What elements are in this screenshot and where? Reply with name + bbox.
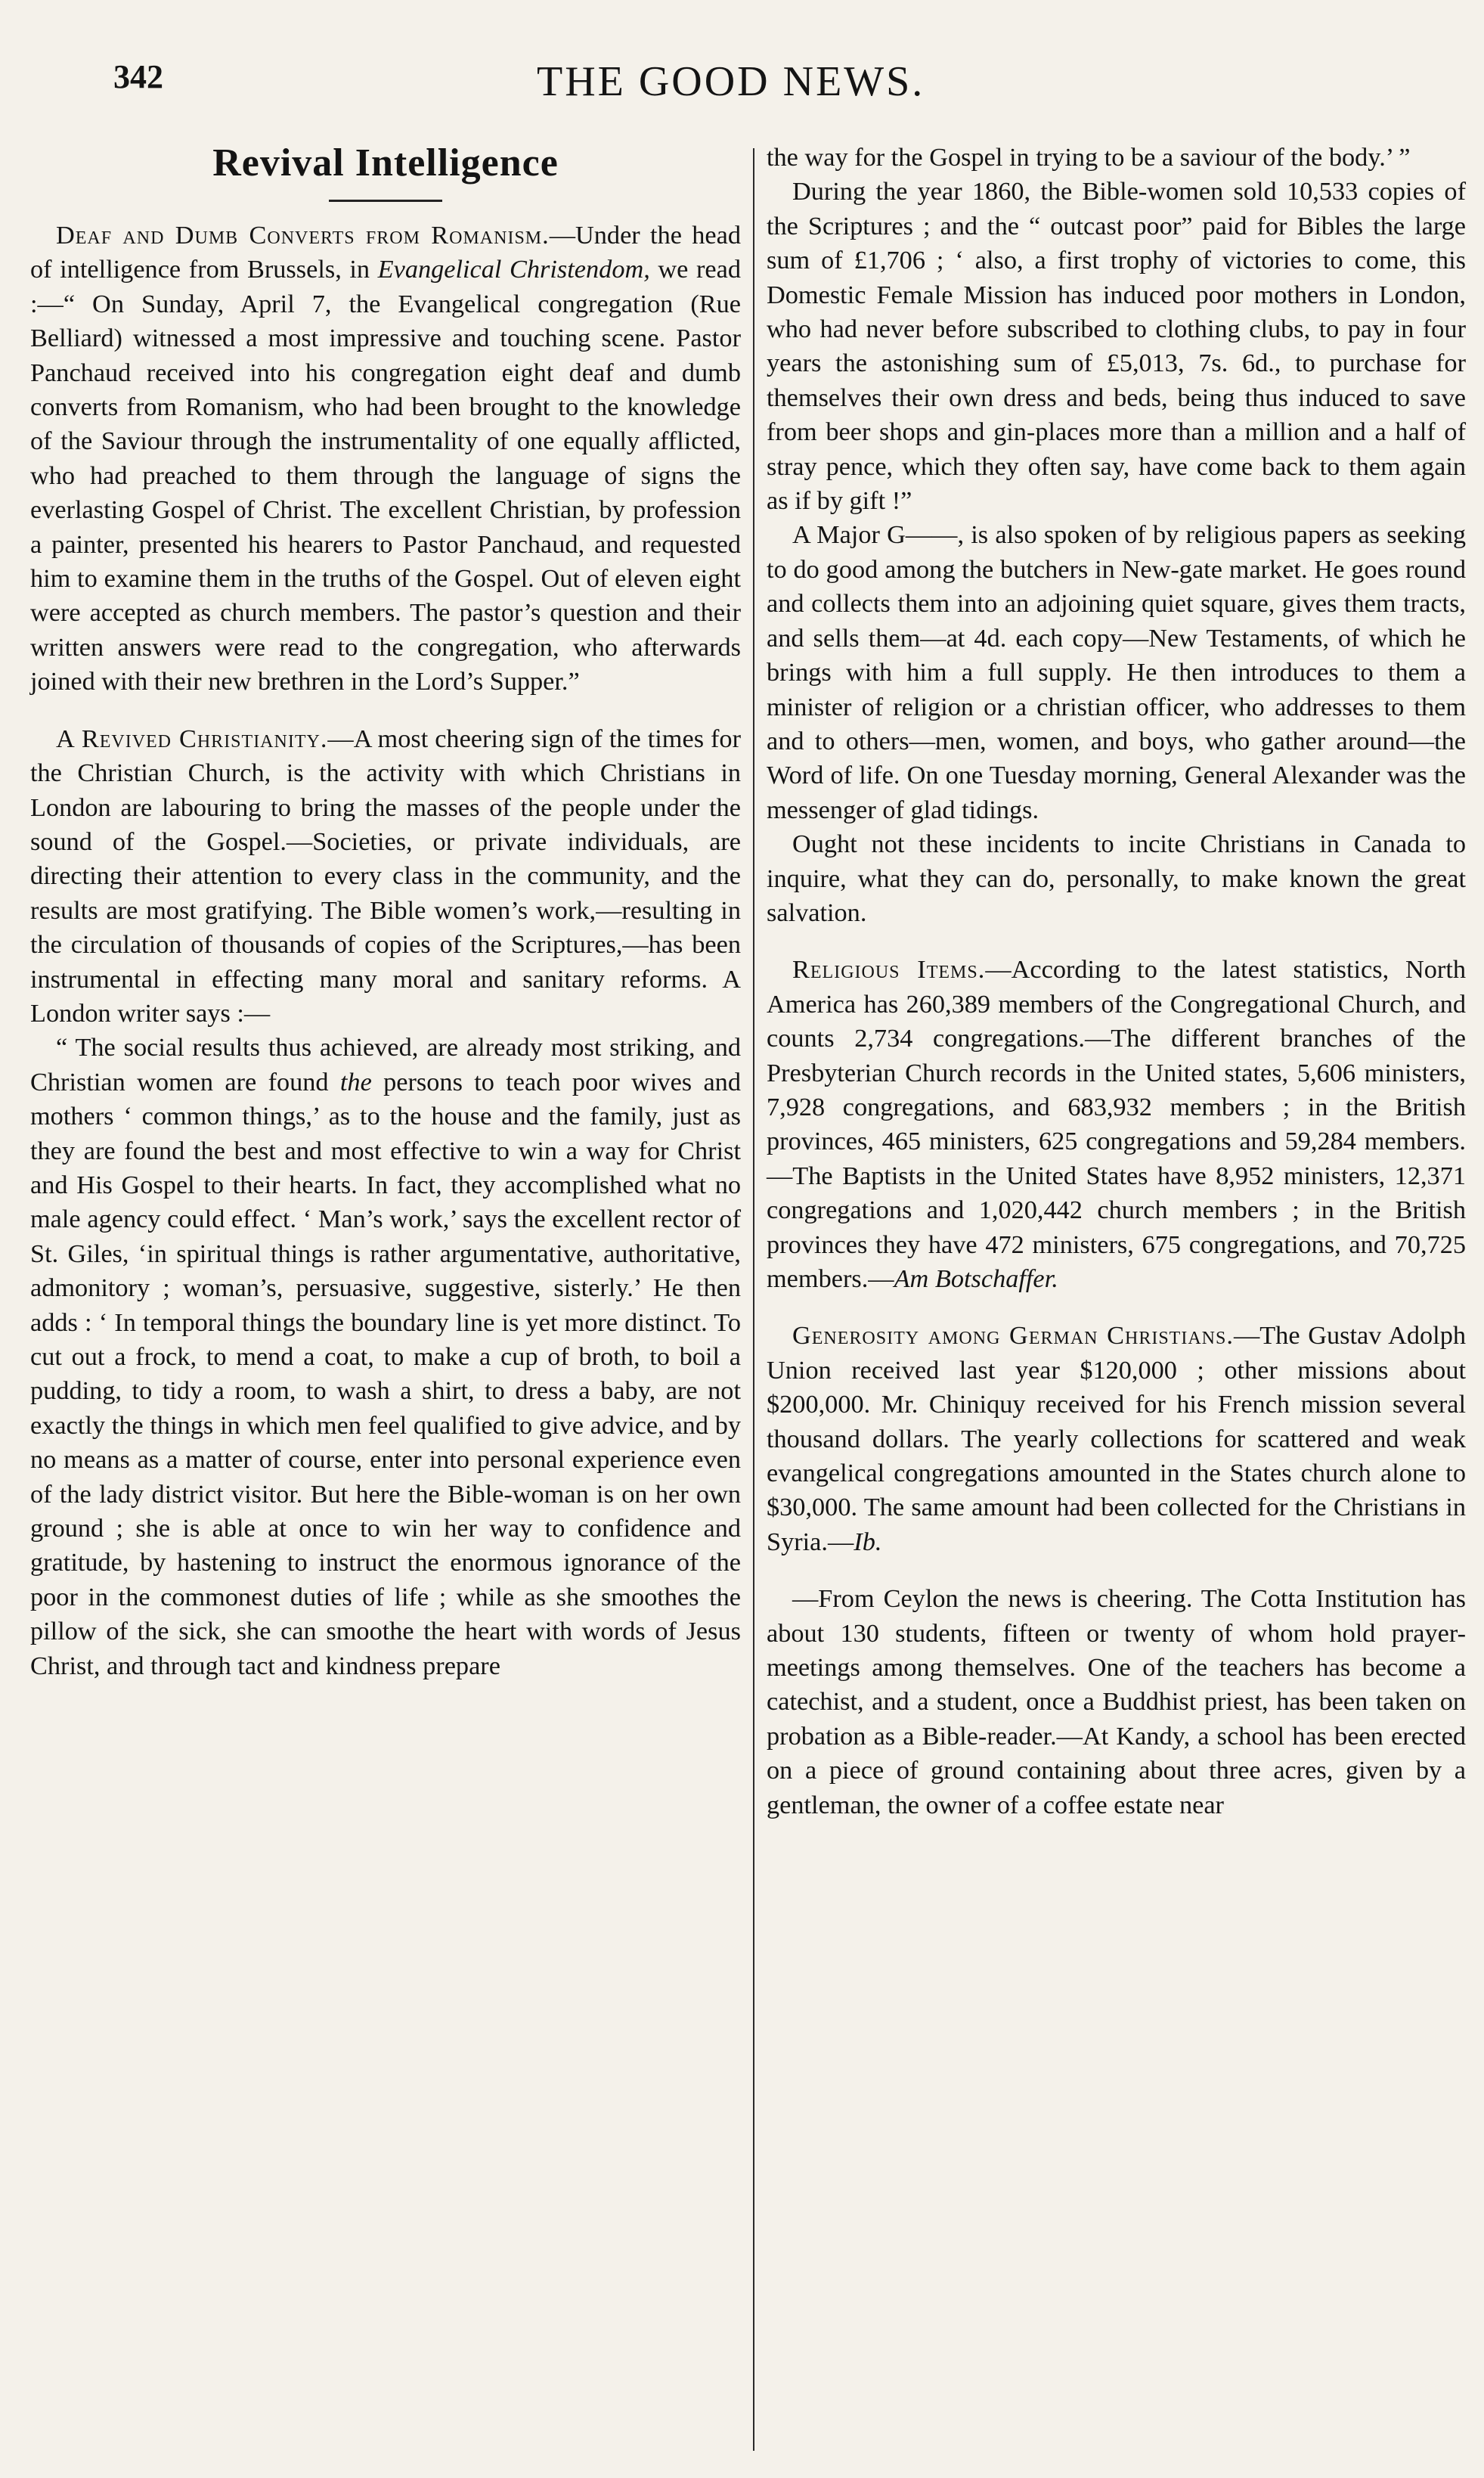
quoted-passage <box>30 1031 741 1683</box>
paragraph-major-g: A Major G——, is also spoken of by religious papers as seeking to do good among the butchers in New-gate market. He goes round and collects them into an adjoining quiet square, gives them tracts, and sells them—at 4d. each copy—New Testaments, of which he brings with him a full supply. He then introduces to them a minister of religion or a christian officer, who addresses to them and to others—men, women, and boys, who gather around—the Word of life. On one Tuesday morning, General Alexander was the messenger of glad tidings. <box>767 520 1466 824</box>
source-citation: Ib. <box>854 1527 882 1556</box>
article-text: —The Gustav Adolph Union received last year $120,000 ; other missions about $200,000. Mr. Chiniquy received for his French mission several thousand dollars. The yearly collections for scattered and weak evangelical congregations amounted in the States church alone to $30,000. The same amount had been collected for the Christians in Syria.— <box>767 1321 1467 1556</box>
source-citation: Am Botschaffer. <box>894 1264 1058 1293</box>
article-text: —A most cheering sign of the times for the Christian Church, is the activity with which Christians in London are labouring to bring the masses of the people under the sound of the Gospel.—Societies, or private individuals, are directing their attention to every class in the community, and the results are most gratifying. The Bible women’s work,—resulting in the circulation of thousands of copies of the Scriptures,—has been instrumental in effecting many moral and sanitary reforms. A London writer says :— <box>30 724 741 1028</box>
title-rule <box>329 200 442 202</box>
article-heading: A Revived Christianity. <box>56 724 328 753</box>
article-text: persons to teach poor wives and mothers ‘ common things,’ as to the house and the family, just as they are found the best and most effective to win a way for Christ and His Gospel to their hearts. In fact, they accomplished what no male agency could effect. ‘ Man’s work,’ says the excellent rector of St. Giles, ‘in spiritual things is rather argumentative, authoritative, admonitory ; woman’s, persuasive, suggestive, sisterly.’ He then adds : ‘ In temporal things the boundary line is yet more distinct. To cut out a frock, to mend a coat, to make a cup of broth, to boil a pudding, to tidy a room, to wash a shirt, to dress a baby, are not exactly the things in which men feel qualified to give advice, and by no means as a matter of course, enter into personal experience even of the lady district visitor. But here the Bible-woman is on her own ground ; she is able at once to win her way to confidence and gratitude, by hastening to instruct the enormous ignorance of the poor in the commonest duties of life ; while as she smoothes the pillow of the sick, she can smoothe the heart with words of Jesus Christ, and through tact and kindness prepare <box>30 1067 741 1680</box>
article-religious-items <box>767 953 1466 1296</box>
right-column <box>767 141 1466 1822</box>
article-ceylon: —From Ceylon the news is cheering. The Cotta Institution has about 130 students, fifteen or twenty of whom hold prayer-meetings among themselves. One of the teachers has become a catechist, and a student, once a Buddhist priest, has been taken on probation as a Bible-reader.—At Kandy, a school has been erected on a piece of ground containing about three acres, given by a gentleman, the owner of a coffee estate near <box>767 1584 1466 1819</box>
paragraph-bible-women-sales: During the year 1860, the Bible-women sold 10,533 copies of the Scriptures ; and the “ outcast poor” paid for Bibles the large sum of £1,706 ; ‘ also, a first trophy of victories to come, this Domestic Female Mission has induced poor mothers in London, who had never before subscribed to clothing clubs, to pay in four years the astonishing sum of £5,013, 7s. 6d., to purchase for themselves their own dress and beds, being thus induced to save from beer shops and gin-places more than a million and a half of stray pence, which they often say, have come back to them again as if by gift !” <box>767 177 1466 516</box>
column-divider <box>753 148 754 2451</box>
article-heading: Generosity among German Christians. <box>792 1321 1234 1351</box>
article-heading: Deaf and Dumb Converts from Romanism. <box>56 221 550 250</box>
emphasis: the <box>339 1067 372 1096</box>
publication-name: Evangelical Christendom, <box>377 255 650 284</box>
section-title: Revival Intelligence <box>212 141 559 185</box>
quoted-passage-continued: the way for the Gospel in trying to be a saviour of the body.’ ” <box>767 143 1411 172</box>
article-heading: Religious Items. <box>792 955 986 985</box>
running-head <box>113 57 1399 110</box>
page-number: 342 <box>113 58 163 95</box>
article-deaf-dumb-converts <box>30 219 741 699</box>
article-text: —According to the latest statistics, North America has 260,389 members of the Congregational Church, and counts 2,734 congregations.—The different branches of the Presbyterian Church records in the United states, 5,606 ministers, 7,928 congregations, and 683,932 members ; in the British provinces, 465 ministers, 625 congregations and 59,284 members.—The Baptists in the United States have 8,952 ministers, 12,371 congregations and 1,020,442 church members ; in the British provinces they have 472 ministers, 675 congregations, and 70,725 members.— <box>767 955 1466 1293</box>
article-text: we read :—“ On Sunday, April 7, the Evangelical congregation (Rue Belliard) witnessed a most impressive and touching scene. Pastor Panchaud received into his congregation eight deaf and dumb converts from Romanism, who had been brought to the knowledge of the Saviour through the instrumentality of one equally afflicted, who had preached to them through the language of signs the everlasting Gospel of Christ. The excellent Christian, by profession a painter, presented his hearers to Pastor Panchaud, and requested him to examine them in the truths of the Gospel. Out of eleven eight were accepted as church members. The pastor’s question and their written answers were read to the congregation, who afterwards joined with their new brethren in the Lord’s Supper.” <box>30 255 741 696</box>
journal-title: THE GOOD NEWS. <box>537 58 925 105</box>
article-text: “ The social results thus achieved, are already most striking, and Christian women are found <box>30 1033 741 1096</box>
left-column <box>30 141 741 1683</box>
article-revived-christianity <box>30 722 741 1031</box>
article-text: —Under the head of intelligence from Brussels, in <box>30 221 741 284</box>
article-german-generosity <box>767 1319 1466 1559</box>
paragraph-canada-appeal: Ought not these incidents to incite Christians in Canada to inquire, what they can do, personally, to make known the great salvation. <box>767 830 1466 927</box>
